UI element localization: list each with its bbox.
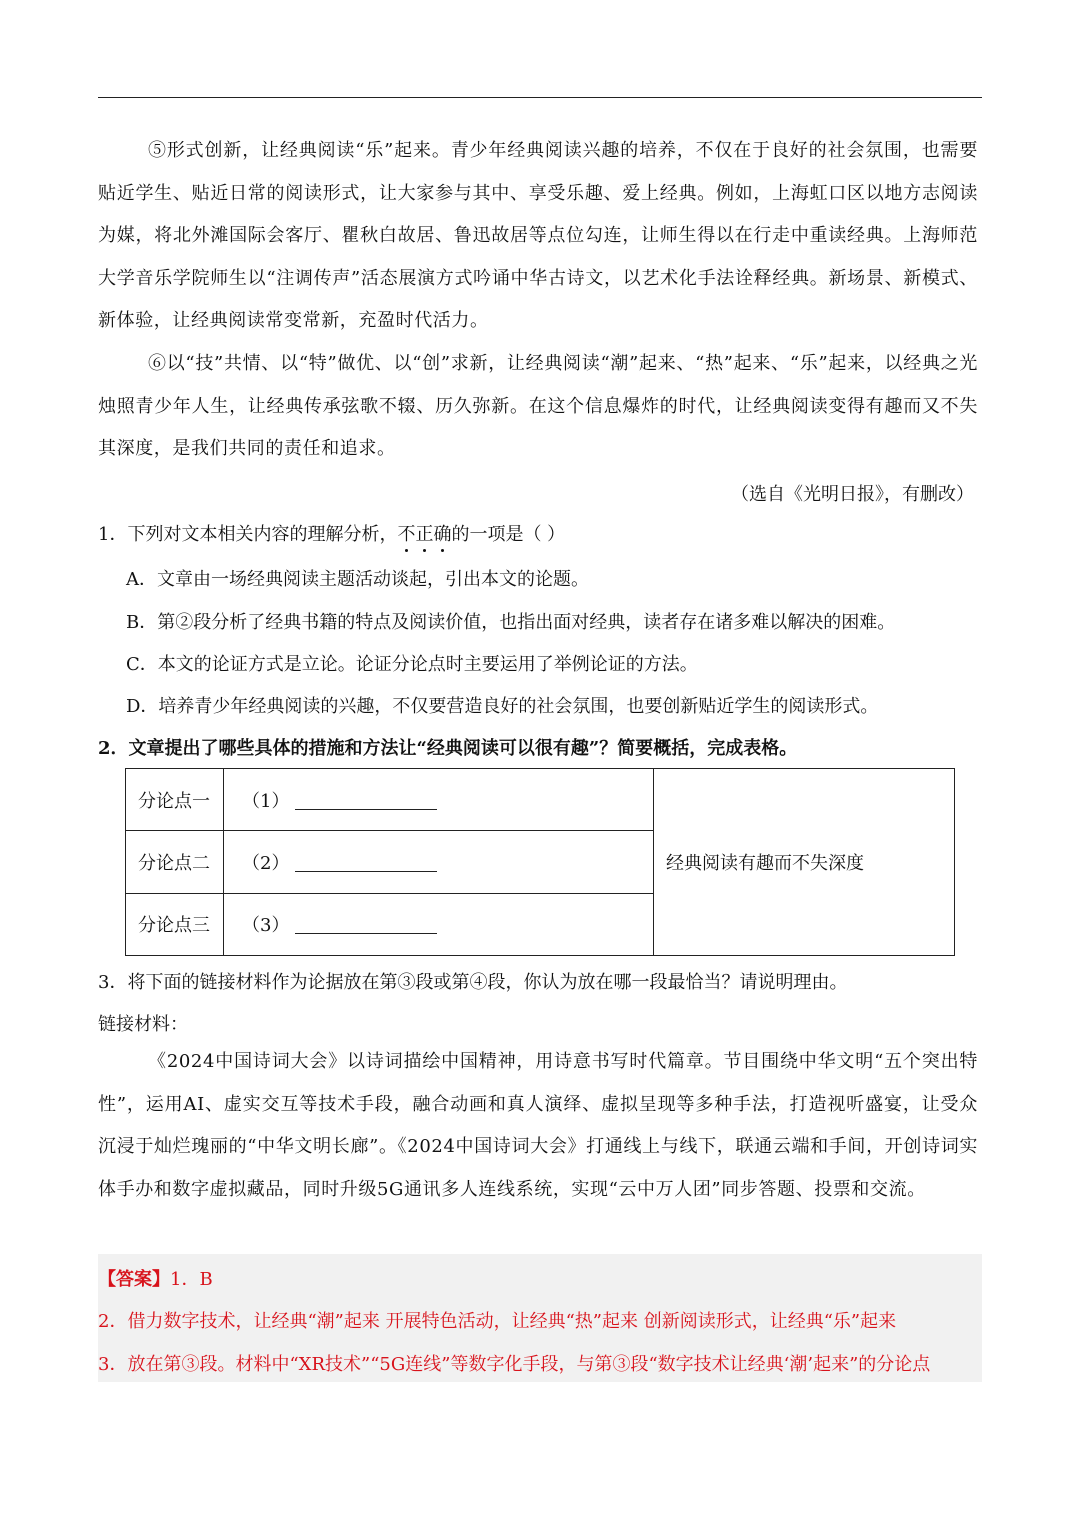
answer-1 — [98, 1265, 213, 1291]
row-number: （3） — [242, 915, 290, 937]
row-number: （1） — [242, 790, 290, 812]
emphasis-char: 确 — [433, 524, 452, 545]
conclusion-cell: 经典阅读有趣而不失深度 — [654, 769, 955, 956]
answer-3: 3．放在第③段。材料中“XR技术”“5G连线”等数字化手段，与第③段“数字技术让经典‘潮’起来”的分论点 — [98, 1354, 931, 1375]
row-number: （2） — [242, 852, 290, 874]
answer-2: 2．借力数字技术，让经典“潮”起来 开展特色活动，让经典“热”起来 创新阅读形式，让经典“乐”起来 — [98, 1311, 897, 1332]
answer-cell — [224, 893, 654, 955]
row-label: 分论点一 — [126, 769, 224, 831]
question-1-stem — [98, 520, 565, 546]
q2-answer-table — [125, 768, 955, 956]
passage-paragraph-5: ⑤形式创新，让经典阅读“乐”起来。青少年经典阅读兴趣的培养，不仅在于良好的社会氛围，也需要贴近学生、贴近日常的阅读形式，让大家参与其中、享受乐趣、爱上经典。例如，上海虹口区以地方志阅读为媒，将北外滩国际会客厅、瞿秋白故居、鲁迅故居等点位勾连，让师生得以在行走中重读经典。上海师范大学音乐学院师生以“注调传声”活态展演方式吟诵中华古诗文，以艺术化手法诠释经典。新场景、新模式、新体验，让经典阅读常变常新，充盈时代活力。 — [98, 140, 978, 332]
answer-cell — [224, 831, 654, 893]
answer-blank[interactable] — [295, 855, 437, 872]
emphasis-char: 不 — [397, 524, 416, 545]
row-label: 分论点二 — [126, 831, 224, 893]
header-rule — [98, 97, 982, 98]
q1-stem-before: 1．下列对文本相关内容的理解分析， — [98, 524, 398, 545]
q1-option-b: B．第②段分析了经典书籍的特点及阅读价值，也指出面对经典，读者存在诸多难以解决的困难。 — [126, 612, 896, 633]
answer-blank[interactable] — [295, 917, 437, 934]
q1-option-a: A．文章由一场经典阅读主题活动谈起，引出本文的论题。 — [126, 569, 589, 590]
linked-material: 《2024中国诗词大会》以诗词描绘中国精神，用诗意书写时代篇章。节目围绕中华文明“五个突出特性”，运用AI、虚实交互等技术手段，融合动画和真人演绎、虚拟呈现等多种手法，打造视听盛宴，让受众沉浸于灿烂瑰丽的“中华文明长廊”。《2024中国诗词大会》打通线上与线下，联通云端和手间，开创诗词实体手办和数字虚拟藏品，同时升级5G通讯多人连线系统，实现“云中万人团”同步答题、投票和交流。 — [98, 1051, 978, 1200]
answer-blank[interactable] — [295, 793, 437, 810]
q1-option-d: D．培养青少年经典阅读的兴趣，不仅要营造良好的社会氛围，也要创新贴近学生的阅读形式。 — [126, 696, 879, 717]
question-2-stem: 2．文章提出了哪些具体的措施和方法让“经典阅读可以很有趣”？简要概括，完成表格。 — [98, 738, 798, 759]
source-citation: （选自《光明日报》，有删改） — [731, 484, 974, 505]
answer-1-text: 1．B — [170, 1269, 213, 1290]
emphasis-char: 正 — [415, 524, 434, 545]
q1-stem-after: 的一项是（ ） — [451, 524, 566, 545]
table-row — [126, 769, 955, 831]
passage-paragraph-6: ⑥以“技”共情、以“特”做优、以“创”求新，让经典阅读“潮”起来、“热”起来、“乐”起来，以经典之光烛照青少年人生，让经典传承弦歌不辍、历久弥新。在这个信息爆炸的时代，让经典阅读变得有趣而又不失其深度，是我们共同的责任和追求。 — [98, 353, 978, 460]
question-3-stem: 3．将下面的链接材料作为论据放在第③段或第④段，你认为放在哪一段最恰当？请说明理由。 — [98, 972, 848, 993]
material-label: 链接材料： — [98, 1014, 188, 1035]
answer-tag: 【答案】 — [98, 1269, 170, 1290]
q1-option-c: C．本文的论证方式是立论。论证分论点时主要运用了举例论证的方法。 — [126, 654, 698, 675]
row-label: 分论点三 — [126, 893, 224, 955]
answer-cell — [224, 769, 654, 831]
